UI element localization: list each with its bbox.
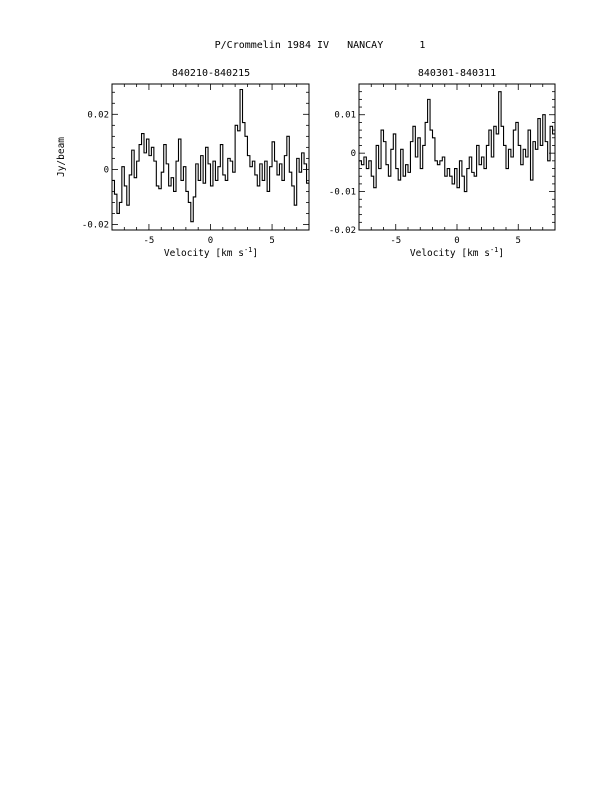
panel-left-ytick-label: 0.02	[87, 110, 109, 121]
panel-left-xtick-label: 0	[207, 236, 214, 246]
panel-right-xtick-label: 0	[454, 236, 460, 246]
panel-right-xlabel	[410, 246, 504, 259]
panel-right-ytick-label: 0	[350, 149, 356, 160]
panel-right-xlabel-end: ]	[498, 248, 505, 259]
panel-right-xtick-label: -5	[390, 236, 402, 246]
panel-left-ytick-label: 0	[103, 165, 109, 176]
panel-left-xlabel	[164, 246, 258, 259]
panel-right-xlabel-sup: -1	[489, 246, 499, 254]
panel-left-ylabel: Jy/beam	[56, 136, 67, 178]
panel-right-xlabel-main: Velocity [km s	[409, 248, 490, 259]
panel-right-ytick-label: 0.01	[334, 110, 356, 121]
panel-left-title: 840210-840215	[171, 68, 251, 79]
panel-left-xlabel-sup: -1	[243, 246, 253, 254]
figure-header: P/Crommelin 1984 IV NANCAY 1	[214, 40, 426, 51]
panel-left-xtick-label: -5	[143, 236, 155, 246]
panel-right	[329, 68, 555, 259]
panel-right-spectrum-line	[359, 92, 555, 192]
panel-left-xtick-label: 5	[269, 236, 275, 246]
panel-right-title: 840301-840311	[417, 68, 497, 79]
panel-left-spectrum-line	[112, 90, 309, 222]
panel-left-xlabel-end: ]	[252, 248, 259, 259]
panel-left	[56, 68, 309, 259]
panel-right-ytick-label: -0.02	[328, 226, 356, 236]
panel-right-ytick-label: -0.01	[328, 187, 356, 198]
panel-right-xtick-label: 5	[515, 236, 521, 246]
panel-left-ytick-label: -0.02	[81, 220, 109, 231]
panel-left-xlabel-main: Velocity [km s	[163, 248, 244, 259]
panel-left-frame	[112, 84, 309, 230]
